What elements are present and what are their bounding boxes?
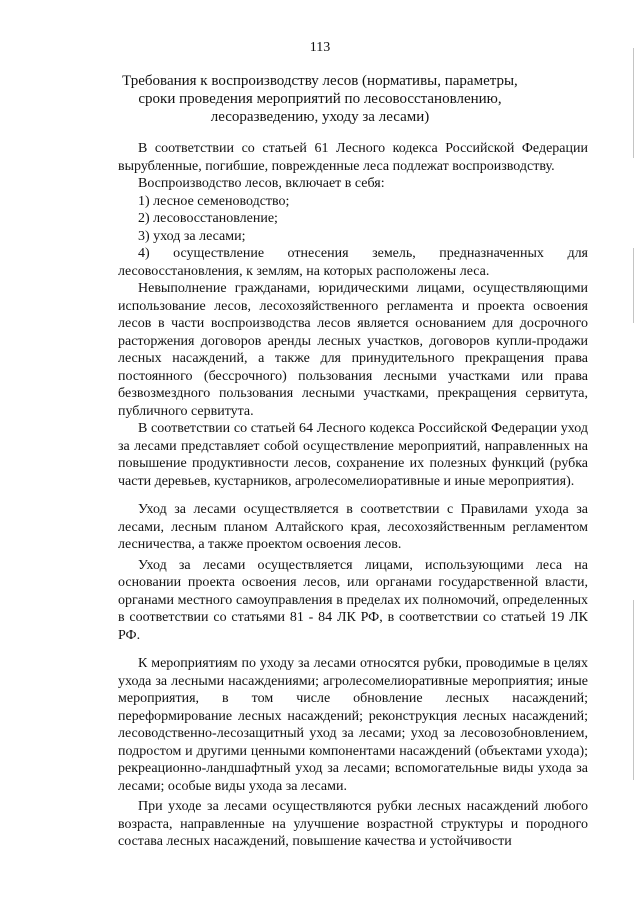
- paragraph-care-measures: К мероприятиям по уходу за лесами относятся рубки, проводимые в целях ухода за лесными насаждениями; агролесомелиоративные мероприятия; иные мероприятия, в том числе обновление лесных насаждений; переформирование лесных насаждений; реконструкция лесных насаждений; лесоводственно-лесозащитный уход за лесами; уход за лесовозобновлением, подростом и другими ценными компонентами насаждений (объектами ухода); рекреационно-ландшафтный уход за лесами; вспомогательные виды ухода за лесами; особые виды ухода за лесами.: [118, 656, 588, 794]
- paragraph-care-performers: Уход за лесами осуществляется лицами, использующими леса на основании проекта освоения лесов, или органами государственной власти, органами местного самоуправления в пределах их полномочий, определенных в соответствии со статьями 81 - 84 ЛК РФ, в соответствии со статьей 19 ЛК РФ.: [118, 557, 588, 643]
- page-number: 113: [309, 40, 331, 55]
- paragraph-article-64: В соответствии со статьей 64 Лесного кодекса Российской Федерации уход за лесами представляет собой осуществление мероприятий, направленных на повышение продуктивности лесов, сохранение их полезных функций (рубка части деревьев, кустарников, агролесомелиоративные и иные мероприятия).: [118, 421, 588, 489]
- paragraph-non-compliance: Невыполнение гражданами, юридическими лицами, осуществляющими использование лесов, лесохозяйственного регламента и проекта освоения лесов в части воспроизводства лесов является основанием для досрочного расторжения договоров аренды лесных участков, договоров купли-продажи лесных насаждений, а также для принудительного прекращения права постоянного (бессрочного) пользования лесными участками или права безвозмездного пользования лесными участками, прекращения сервитута, публичного сервитута.: [118, 281, 588, 419]
- document-body: [118, 140, 588, 851]
- list-item: 2) лесовосстановление;: [138, 211, 278, 226]
- section-title: Требования к воспроизводству лесов (нормативы, параметры, сроки проведения мероприятий по лесовосстановлению, лесоразведению, уходу за лесами): [122, 73, 518, 125]
- scan-edge-line: [633, 600, 634, 780]
- paragraph-thinning: При уходе за лесами осуществляются рубки лесных насаждений любого возраста, направленные на улучшение возрастной структуры и породного состава лесных насаждений, повышение качества и устойчивости: [118, 799, 588, 849]
- scan-edge-line: [633, 248, 634, 323]
- paragraph-care-rules: Уход за лесами осуществляется в соответствии с Правилами ухода за лесами, лесным планом Алтайского края, лесохозяйственным регламентом лесничества, а также проектом освоения лесов.: [118, 502, 588, 552]
- scan-edge-line: [633, 48, 634, 158]
- list-item: 1) лесное семеноводство;: [138, 193, 290, 209]
- list-item: 3) уход за лесами;: [138, 228, 246, 244]
- list-item: 4) осуществление отнесения земель, предназначенных для лесовосстановления, к землям, на которых расположены леса.: [118, 246, 588, 279]
- paragraph-reproduction-intro: Воспроизводство лесов, включает в себя:: [138, 176, 385, 191]
- paragraph-article-61: В соответствии со статьей 61 Лесного кодекса Российской Федерации вырубленные, погибшие, поврежденные леса подлежат воспроизводству.: [118, 141, 588, 174]
